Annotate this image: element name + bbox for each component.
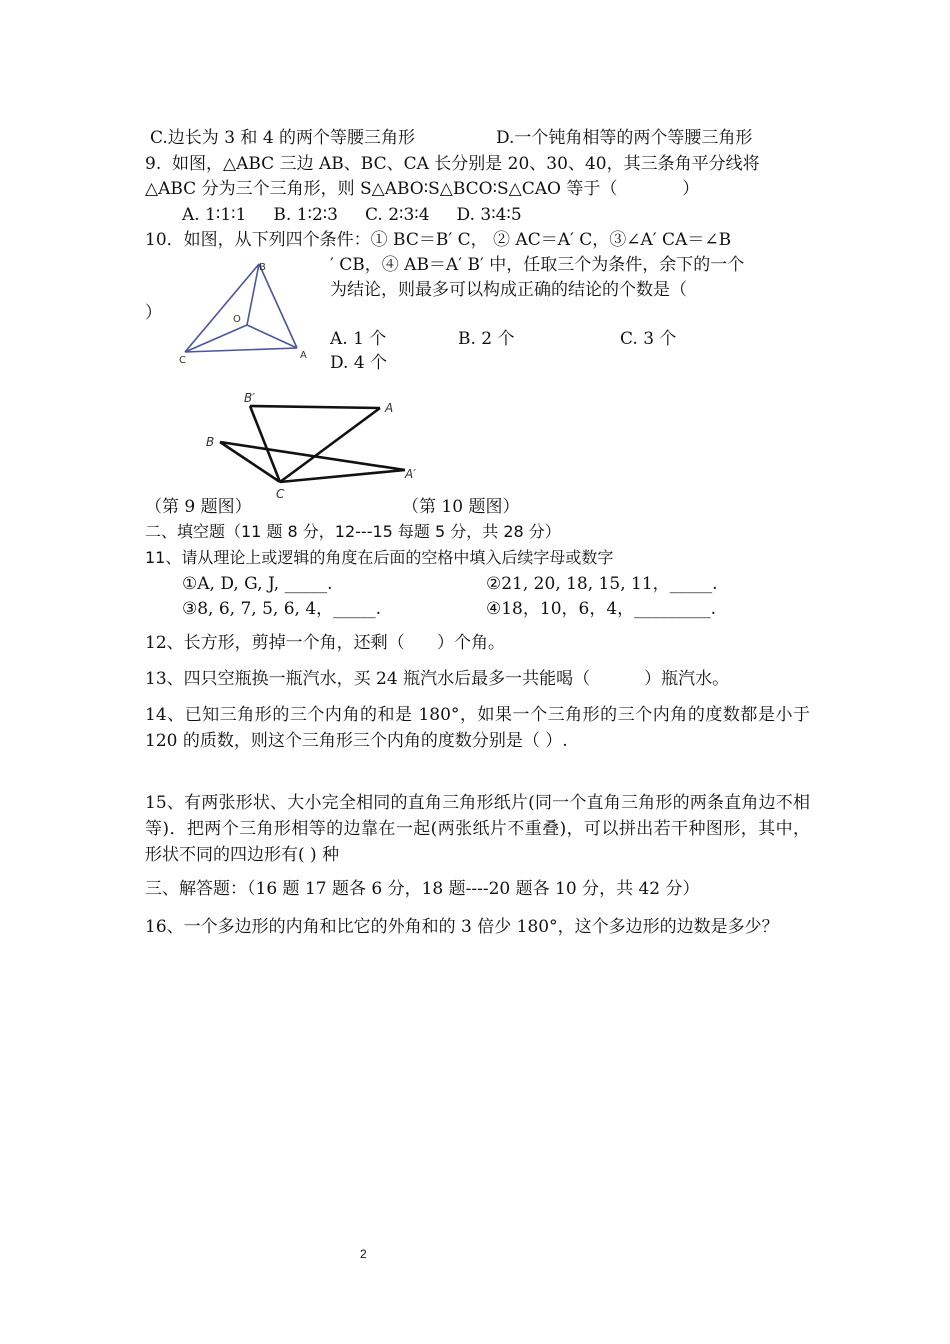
q14: 14、已知三角形的三个内角的和是 180°，如果一个三角形的三个内角的度数都是小于 120 的质数，则这个三角形三个内角的度数分别是（ ）. (145, 705, 810, 751)
q11-blank-d: ④18，10，6，4，_________. (486, 599, 717, 619)
q11-stem: 11、请从理论上或逻辑的角度在后面的空格中填入后续字母或数字 (145, 548, 614, 567)
q10-option-c: C. 3 个 (620, 329, 677, 349)
q9-stem-line1: 9. 如图，△ABC 三边 AB、BC、CA 长分别是 20、30、40，其三条角平分线将 (145, 154, 760, 174)
figure-q10-triangles (200, 392, 430, 504)
q8-option-d: D.一个钝角相等的两个等腰三角形 (496, 128, 753, 148)
fig10-label-a: A (385, 401, 394, 415)
figure-q9-triangle (175, 258, 315, 370)
q15: 15、有两张形状、大小完全相同的直角三角形纸片(同一个直角三角形的两条直角边不相等)．把两个三角形相等的边靠在一起(两张纸片不重叠)，可以拼出若干种图形，其中，形状不同的四边形有( ) 种 (145, 793, 810, 865)
caption-figure-9: （第 9 题图） (145, 497, 252, 517)
q12: 12、长方形，剪掉一个角，还剩（ ）个角。 (145, 633, 506, 653)
fig10-label-b-prime: B′ (244, 392, 255, 405)
q16: 16、一个多边形的内角和比它的外角和的 3 倍少 180°，这个多边形的边数是多少？ (145, 917, 779, 937)
q13: 13、四只空瓶换一瓶汽水，买 24 瓶汽水后最多一共能喝（ ）瓶汽水。 (145, 669, 730, 689)
section2-title: 二、填空题（11 题 8 分，12---15 每题 5 分，共 28 分） (145, 522, 561, 541)
q11-blank-a: ①A, D, G, J, _____. (182, 574, 333, 594)
fig9-label-b: B (259, 262, 266, 273)
q10-stem-line3: 为结论，则最多可以构成正确的结论的个数是（ (330, 280, 687, 300)
q10-stem-line2: ′ CB，④ AB＝A′ B′ 中，任取三个为条件，余下的一个 (330, 255, 745, 275)
q10-option-a: A. 1 个 (330, 329, 387, 349)
fig10-label-a-prime: A′ (405, 467, 416, 481)
fig10-label-c: C (276, 487, 285, 501)
page-number: 2 (360, 1247, 367, 1261)
q11-blank-b: ②21, 20, 18, 15, 11，_____. (486, 574, 718, 594)
q10-option-b: B. 2 个 (458, 329, 515, 349)
q10-option-d: D. 4 个 (330, 353, 388, 373)
q10-stem-line4: ） (145, 303, 162, 323)
fig9-label-a: A (300, 350, 307, 361)
section3-title: 三、解答题：（16 题 17 题各 6 分，18 题----20 题各 10 分，共 42 分） (145, 879, 700, 899)
fig10-label-b: B (206, 435, 215, 449)
fig9-label-o: O (233, 314, 241, 325)
q10-stem-line1: 10．如图，从下列四个条件：① BC＝B′ C， ② AC＝A′ C，③∠A′ CA＝∠B (145, 230, 732, 250)
caption-figure-10: （第 10 题图） (402, 497, 520, 517)
q11-blank-c: ③8, 6, 7, 5, 6, 4，_____. (182, 599, 382, 619)
q9-options: A. 1∶1∶1 B. 1∶2∶3 C. 2∶3∶4 D. 3∶4∶5 (182, 205, 522, 225)
q9-stem-line2: △ABC 分为三个三角形，则 S△ABO∶S△BCO∶S△CAO 等于（ ） (145, 179, 700, 199)
fig9-label-c: C (179, 355, 186, 366)
q8-option-c: C.边长为 3 和 4 的两个等腰三角形 (150, 128, 416, 148)
